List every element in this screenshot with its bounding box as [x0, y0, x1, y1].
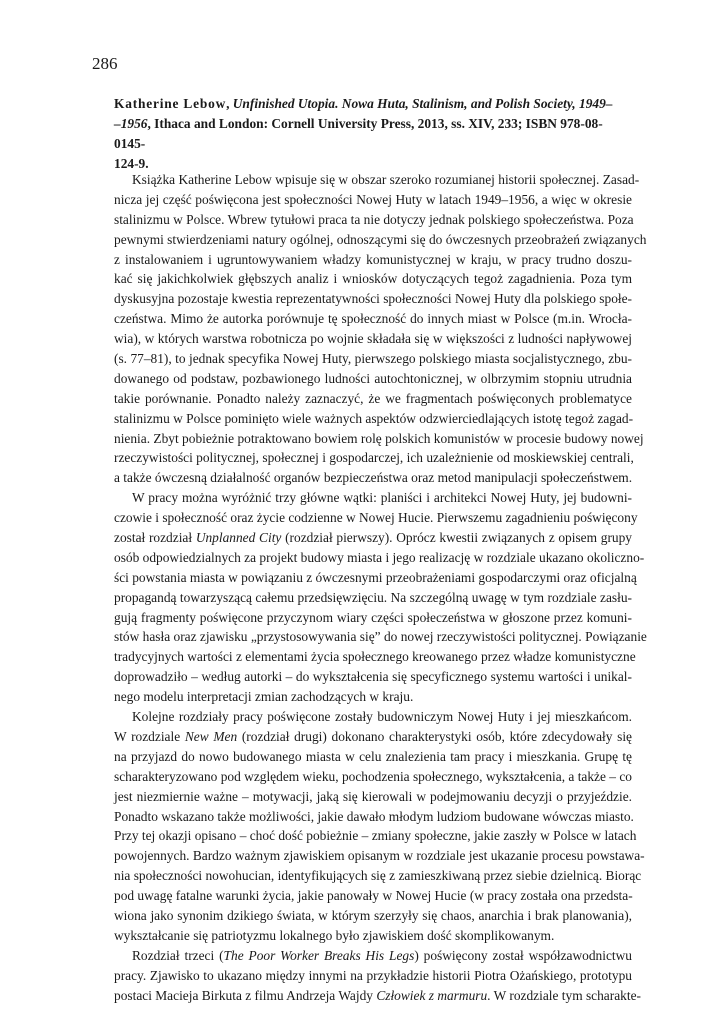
text-run: wykształcanie się patriotyzmu lokalnego było zjawiskiem dość skomplikowanym. [114, 927, 555, 943]
text-run: W rozdziale [114, 728, 185, 744]
text-line [114, 866, 642, 886]
reviewed-book-title: Unfinished Utopia. Nowa Huta, Stalinism, and Polish Society, 1949– [232, 96, 613, 111]
text-line [114, 190, 632, 210]
text-run: ści powstania miasta w powiązaniu z ówczesnymi przeobrażeniami gospodarczymi oraz oficjalną [114, 569, 637, 585]
reviewed-author: Katherine Lebow [114, 96, 227, 111]
text-line [114, 767, 632, 787]
text-line [114, 588, 632, 608]
italic-title: New Men [184, 728, 238, 744]
text-line [114, 230, 647, 250]
text-run: na przyjazd do nowo budowanego miasta w celu znalezienia tam pracy i mieszkania. Grupę tę [114, 748, 632, 764]
text-run: z instalowaniem i ugruntowywaniem władzy komunistycznej w kraju, w pracy trudno doszu- [114, 251, 632, 267]
text-line [114, 846, 645, 866]
text-line [114, 627, 647, 647]
text-line [114, 448, 632, 468]
text-line [114, 369, 632, 389]
text-line [114, 329, 632, 349]
text-line [114, 488, 632, 508]
text-run: postaci Macieja Birkuta z filmu Andrzeja Wajdy [114, 987, 377, 1003]
text-run: dyskusyjna pozostaje kwestia reprezentatywności społeczności Nowej Huty dla polskiego społe- [114, 291, 633, 307]
italic-title: The Poor Worker Breaks His Legs [223, 947, 415, 963]
text-run: stalinizmu w Polsce. Wbrew tytułowi praca ta nie dotyczy jednak polskiego społeczeństwa. Poza [114, 211, 634, 227]
text-line [114, 548, 645, 568]
text-line [114, 389, 632, 409]
paragraph [114, 488, 647, 707]
text-run: (rozdział pierwszy). Oprócz kwestii związanych z opisem grupy [281, 530, 633, 546]
text-line [114, 906, 632, 926]
text-line [114, 826, 637, 846]
text-run: pracy. Zjawisko to ukazano między innymi na przykładzie historii Piotra Ożańskiego, prototypu [114, 967, 632, 983]
header-separator: , [226, 96, 233, 111]
text-line [114, 966, 632, 986]
text-line [114, 747, 632, 767]
text-run: Ponadto wskazano także możliwości, jakie dawało młodym ludziom budowane wówczas miasto. [114, 808, 634, 824]
text-run: Rozdział trzeci ( [132, 947, 224, 963]
text-run: powojennych. Bardzo ważnym zjawiskiem opisanym w rozdziale jest ukazanie procesu powstawa- [114, 848, 645, 864]
text-run: doprowadziło – według autorki – do wykształcenia się specyficznego systemu wartości i unikal- [114, 669, 632, 685]
reviewed-book-title-continuation: –1956 [114, 116, 148, 131]
text-run: kać się jakichkolwiek głębszych analiz i wniosków dotyczących tegoż zagadnienia. Poza tym [114, 271, 632, 287]
text-run: ) poświęcony został współzawodnictwu [414, 947, 633, 963]
text-run: scharakteryzowano pod względem wieku, pochodzenia społecznego, wykształcenia, a także – co [114, 768, 632, 784]
text-run: Kolejne rozdziały pracy poświęcone zostały budowniczym Nowej Huty i jej mieszkańcom. [132, 709, 632, 725]
text-line [114, 289, 632, 309]
text-line [114, 787, 632, 807]
text-line [114, 986, 641, 1006]
paragraph [114, 946, 641, 1006]
text-line [114, 409, 632, 429]
text-line [114, 807, 632, 827]
page-number: 286 [92, 54, 118, 73]
review-body [114, 170, 647, 1005]
text-run: został rozdział [114, 530, 196, 546]
text-line [114, 250, 632, 270]
text-run: wiona jako synonim dzikiego świata, w którym szerzyły się chaos, anarchia i brak planowania), [114, 907, 632, 923]
text-run: czowie i społeczność oraz życie codzienne w Nowej Hucie. Pierwszemu zagadnieniu poświęcony [114, 510, 638, 526]
text-line [114, 170, 640, 190]
text-run: . W rozdziale tym scharakte- [487, 987, 641, 1003]
text-run: takie porównanie. Ponadto należy zaznaczyć, że we fragmentach poświęconych problematyce [114, 390, 632, 406]
text-run: jest niezmiernie ważne – motywacji, jaką się kierowali w podejmowaniu decyzji o przyjeździe. [114, 788, 632, 804]
text-line [114, 926, 632, 946]
text-run: stów hasła oraz zjawisku „przystosowywania się” do nowej rzeczywistości politycznej. Powiązanie [114, 629, 647, 645]
text-line [114, 210, 632, 230]
text-line [114, 269, 632, 289]
text-line [114, 687, 632, 707]
text-run: nego modelu interpretacji zmian zachodzących w kraju. [114, 689, 414, 705]
text-run: dowanego od podstaw, pozbawionego ludności autochtonicznej, w olbrzymim stopniu utrudnia [114, 370, 632, 386]
text-run: tradycyjnych wartości z elementami życia społecznego kreowanego przez władze komunistyczne [114, 649, 636, 665]
text-line [114, 528, 632, 548]
review-header [114, 94, 632, 174]
text-run: nia społeczności nowohucian, identyfikujących się z zamieszkiwaną przez siebie dzielnicą. Biorąc [114, 868, 642, 884]
italic-title: Unplanned City [195, 530, 282, 546]
text-line [114, 608, 632, 628]
text-line [114, 707, 632, 727]
italic-title: Człowiek z marmuru [376, 987, 488, 1003]
text-run: (rozdział drugi) dokonano charakterystyki osób, które zdecydowały się [237, 728, 632, 744]
text-line [114, 727, 632, 747]
text-run: wia), w których warstwa robotnicza po wojnie składała się w większości z ludności napływowej [114, 331, 632, 347]
text-run: Przy tej okazji opisano – choć dość pobieżnie – zmiany społeczne, jakie zaszły w Polsce w latach [114, 828, 637, 844]
text-run: rzeczywistości politycznej, społecznej i gospodarczej, ich uzależnienie od moskiewskiej centrali, [114, 450, 634, 466]
text-line [114, 429, 644, 449]
isbn-ending: 124-9. [114, 156, 149, 171]
text-line [114, 508, 638, 528]
text-run: W pracy można wyróżnić trzy główne wątki: planiści i architekci Nowej Huty, jej budowni- [132, 490, 632, 506]
text-line [114, 468, 632, 488]
text-run: pewnymi stwierdzeniami natury ogólnej, odnoszącymi się do ówczesnych przeobrażeń związanych [114, 231, 647, 247]
text-run: propagandą towarzyszącą całemu przedsięwzięciu. Na szczególną uwagę w tym rozdziale zasłu- [114, 589, 632, 605]
text-run: a także ówczesną działalność organów bezpieczeństwa oraz metod manipulacji społeczeństwem. [114, 470, 633, 486]
text-run: stalinizmu w Polsce pominięto wiele ważnych aspektów odzwierciedlających istotę tegoż zagad- [114, 410, 634, 426]
text-line [114, 349, 632, 369]
text-line [114, 667, 632, 687]
text-line [114, 946, 632, 966]
text-line [114, 309, 632, 329]
paragraph [114, 170, 647, 488]
text-run: nienia. Zbyt pobieżnie potraktowano bowiem rolę polskich komunistów w procesie budowy nowej [114, 430, 644, 446]
text-run: osób odpowiedzialnych za projekt budowy miasta i jego realizację w rozdziale ukazano okoliczno- [114, 549, 645, 565]
text-run: nicza jej część poświęcona jest społeczności Nowej Huty w latach 1949–1956, a więc w okresie [114, 191, 632, 207]
text-run: (s. 77–81), to jednak specyfika Nowej Huty, pierwszego polskiego miasta socjalistycznego, zbu- [114, 351, 632, 367]
text-line [114, 568, 637, 588]
text-line [114, 647, 636, 667]
text-run: gują fragmenty poświęcone przyczynom wiary części społeczeństwa w głoszone przez komuni- [114, 609, 632, 625]
text-run: pod uwagę fatalne warunki życia, jakie panowały w Nowej Hucie (w pracy została ona przedsta- [114, 888, 633, 904]
text-line [114, 886, 632, 906]
publication-details: , Ithaca and London: Cornell University Press, 2013, ss. XIV, 233; ISBN 978-08-0145- [114, 116, 603, 151]
text-run: czeństwa. Mimo że autorka porównuje tę społeczność do innych miast w Polsce (m.in. Wrocła- [114, 311, 632, 327]
paragraph [114, 707, 645, 946]
text-run: Książka Katherine Lebow wpisuje się w obszar szeroko rozumianej historii społecznej. Zasad- [132, 172, 640, 187]
